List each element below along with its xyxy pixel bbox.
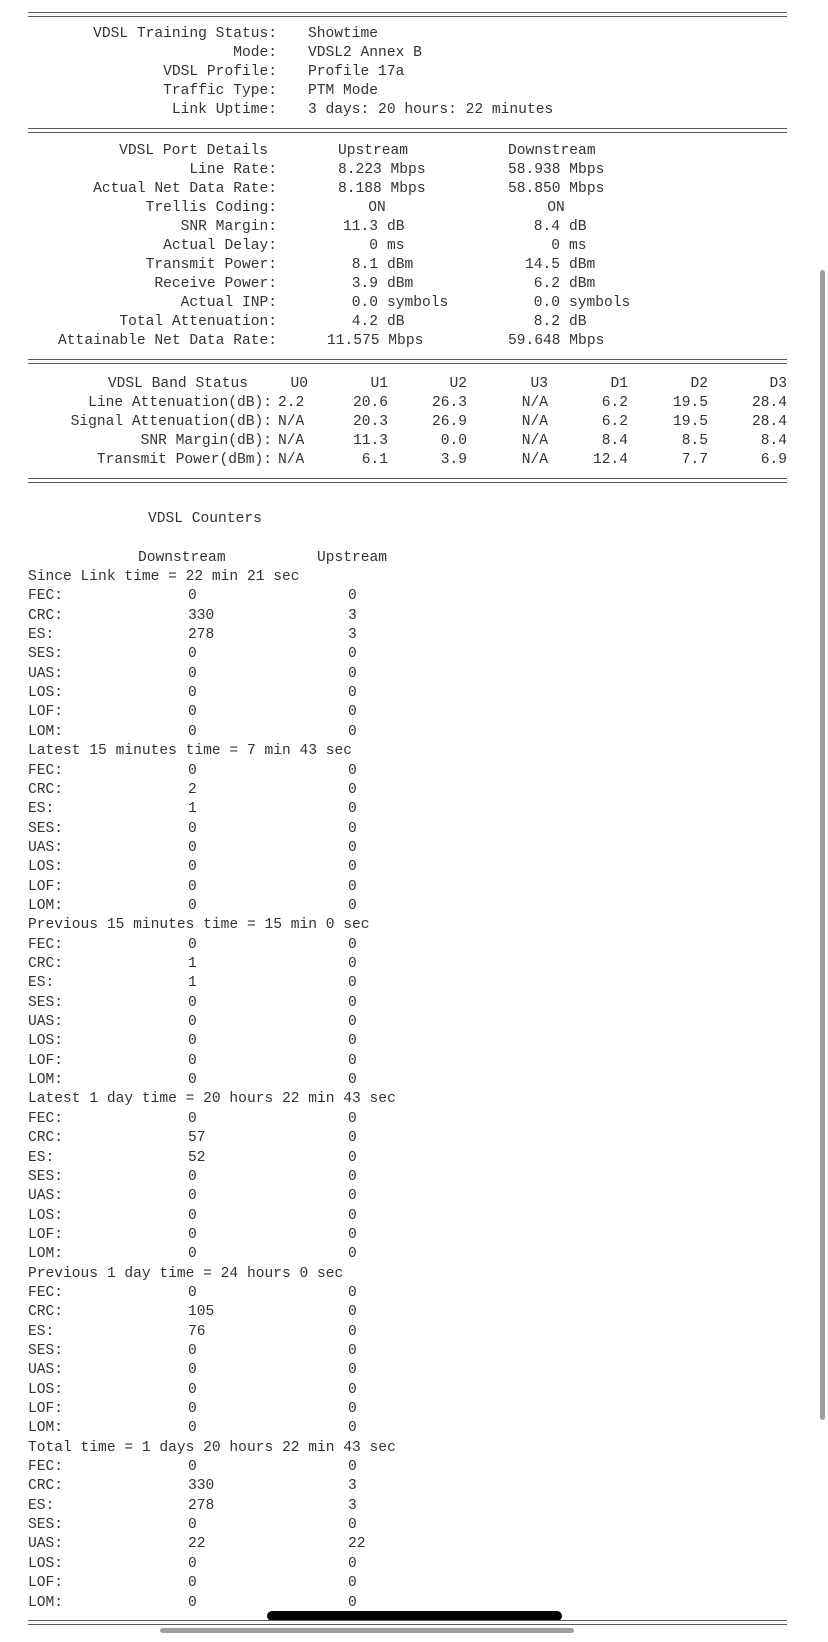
status-label: Traffic Type:: [163, 83, 277, 99]
counter-downstream-value: 1: [188, 975, 197, 991]
band-value: 8.4: [601, 433, 628, 449]
upstream-value: 8.188 Mbps: [338, 181, 426, 197]
upstream-value-unit: dBm: [387, 257, 414, 273]
band-value: N/A: [521, 414, 548, 430]
band-value: 19.5: [672, 414, 708, 430]
downstream-column-header: Downstream: [508, 143, 596, 159]
counter-label: LOS:: [28, 1382, 64, 1398]
counter-label: LOM:: [28, 1595, 64, 1611]
status-label: VDSL Profile:: [163, 64, 277, 80]
counter-upstream-value: 0: [348, 685, 357, 701]
upstream-value-unit: ms: [387, 238, 405, 254]
counter-upstream-value: 0: [348, 1150, 357, 1166]
band-value: N/A: [521, 433, 548, 449]
counter-downstream-value: 0: [188, 1575, 197, 1591]
counter-downstream-value: 0: [188, 1517, 197, 1533]
counter-upstream-value: 0: [348, 995, 357, 1011]
counter-downstream-value: 0: [188, 1343, 197, 1359]
counter-downstream-value: 0: [188, 685, 197, 701]
counter-label: SES:: [28, 1517, 64, 1533]
counter-label: ES:: [28, 801, 55, 817]
counter-upstream-value: 0: [348, 724, 357, 740]
counter-label: UAS:: [28, 1536, 64, 1552]
port-row-label: Receive Power:: [154, 276, 277, 292]
band-column-header: D1: [610, 376, 628, 392]
downstream-value-unit: dBm: [569, 276, 596, 292]
counter-downstream-value: 0: [188, 1053, 197, 1069]
counter-downstream-value: 330: [188, 608, 215, 624]
counters-downstream-header: Downstream: [138, 550, 226, 566]
counter-downstream-value: 105: [188, 1304, 215, 1320]
counter-label: UAS:: [28, 666, 64, 682]
separator-band-bottom: [28, 478, 787, 483]
band-row-label: SNR Margin(dB):: [140, 433, 272, 449]
counter-downstream-value: 0: [188, 1169, 197, 1185]
counter-upstream-value: 0: [348, 646, 357, 662]
port-row-label: Attainable Net Data Rate:: [58, 333, 277, 349]
counter-upstream-value: 3: [348, 608, 357, 624]
band-value: 3.9: [440, 452, 467, 468]
band-value: 11.3: [352, 433, 388, 449]
band-value: 0.0: [440, 433, 467, 449]
counter-downstream-value: 278: [188, 1498, 215, 1514]
band-row-label: Line Attenuation(dB):: [88, 395, 272, 411]
counter-downstream-value: 0: [188, 1208, 197, 1224]
band-value: N/A: [521, 395, 548, 411]
separator-top: [28, 12, 787, 17]
counter-label: LOS:: [28, 1208, 64, 1224]
counter-label: SES:: [28, 1169, 64, 1185]
downstream-value-unit: ms: [569, 238, 587, 254]
port-row-label: Line Rate:: [189, 162, 277, 178]
downstream-value-number: 0: [551, 238, 560, 254]
upstream-value-number: 4.2: [351, 314, 378, 330]
band-value: 28.4: [751, 414, 787, 430]
counter-downstream-value: 0: [188, 1188, 197, 1204]
band-column-header: U2: [449, 376, 467, 392]
counter-upstream-value: 0: [348, 937, 357, 953]
horizontal-scrollbar[interactable]: [160, 1628, 574, 1633]
downstream-value-number: 0.0: [533, 295, 560, 311]
separator-port: [28, 128, 787, 133]
counter-upstream-value: 0: [348, 898, 357, 914]
status-value: Showtime: [308, 26, 379, 42]
counter-downstream-value: 0: [188, 588, 197, 604]
status-value: PTM Mode: [308, 83, 379, 99]
status-value: Profile 17a: [308, 64, 405, 80]
counter-label: ES:: [28, 1498, 55, 1514]
port-details-heading: VDSL Port Details: [119, 143, 268, 159]
counter-downstream-value: 0: [188, 724, 197, 740]
counter-label: UAS:: [28, 840, 64, 856]
band-column-header: D3: [769, 376, 787, 392]
counter-upstream-value: 0: [348, 1033, 357, 1049]
band-value: N/A: [278, 452, 305, 468]
counter-downstream-value: 0: [188, 1595, 197, 1611]
downstream-value-unit: symbols: [569, 295, 631, 311]
downstream-value-number: 8.4: [533, 219, 560, 235]
counter-label: UAS:: [28, 1362, 64, 1378]
port-row-label: Total Attenuation:: [119, 314, 277, 330]
status-label: Mode:: [233, 45, 277, 61]
upstream-value-number: 3.9: [351, 276, 378, 292]
counter-upstream-value: 0: [348, 879, 357, 895]
counter-upstream-value: 0: [348, 840, 357, 856]
counter-label: UAS:: [28, 1188, 64, 1204]
downstream-value: ON: [547, 200, 565, 216]
port-row-label: Actual INP:: [180, 295, 277, 311]
counter-downstream-value: 0: [188, 1033, 197, 1049]
counter-label: CRC:: [28, 1130, 64, 1146]
counter-label: LOS:: [28, 685, 64, 701]
port-row-label: Actual Net Data Rate:: [93, 181, 277, 197]
counter-label: LOF:: [28, 1401, 64, 1417]
downstream-value-unit: dBm: [569, 257, 596, 273]
counters-upstream-header: Upstream: [317, 550, 388, 566]
band-value: 6.9: [760, 452, 787, 468]
counter-downstream-value: 0: [188, 1246, 197, 1262]
downstream-value: 59.648 Mbps: [508, 333, 605, 349]
band-value: 8.4: [760, 433, 787, 449]
downstream-value: 58.938 Mbps: [508, 162, 605, 178]
counter-downstream-value: 0: [188, 1014, 197, 1030]
counter-section-heading: Total time = 1 days 20 hours 22 min 43 sec: [28, 1440, 396, 1456]
counter-label: LOF:: [28, 1575, 64, 1591]
counter-label: CRC:: [28, 608, 64, 624]
counter-label: LOS:: [28, 1033, 64, 1049]
upstream-value: 11.575 Mbps: [327, 333, 424, 349]
band-row-label: Signal Attenuation(dB):: [70, 414, 272, 430]
counter-label: ES:: [28, 1324, 55, 1340]
separator-bottom: [28, 1620, 787, 1625]
counter-downstream-value: 0: [188, 1401, 197, 1417]
counter-label: ES:: [28, 975, 55, 991]
separator-band: [28, 359, 787, 364]
counter-upstream-value: 0: [348, 1130, 357, 1146]
counter-upstream-value: 0: [348, 1420, 357, 1436]
port-row-label: Actual Delay:: [163, 238, 277, 254]
counter-downstream-value: 0: [188, 1382, 197, 1398]
band-value: 20.6: [352, 395, 388, 411]
counter-downstream-value: 0: [188, 1362, 197, 1378]
counter-downstream-value: 22: [188, 1536, 206, 1552]
band-value: 12.4: [592, 452, 628, 468]
counter-label: LOM:: [28, 898, 64, 914]
counter-downstream-value: 0: [188, 840, 197, 856]
counter-upstream-value: 0: [348, 1401, 357, 1417]
counter-upstream-value: 3: [348, 1498, 357, 1514]
band-status-heading: VDSL Band Status: [107, 376, 248, 392]
band-value: 6.2: [601, 414, 628, 430]
status-value: 3 days: 20 hours: 22 minutes: [308, 102, 554, 118]
counter-downstream-value: 0: [188, 704, 197, 720]
counter-downstream-value: 0: [188, 1459, 197, 1475]
counter-upstream-value: 0: [348, 1304, 357, 1320]
counter-upstream-value: 0: [348, 763, 357, 779]
counter-downstream-value: 0: [188, 1556, 197, 1572]
band-column-header: U3: [530, 376, 548, 392]
counter-upstream-value: 0: [348, 704, 357, 720]
counter-upstream-value: 0: [348, 1169, 357, 1185]
counter-label: LOS:: [28, 1556, 64, 1572]
counter-upstream-value: 0: [348, 1227, 357, 1243]
upstream-value-unit: dB: [387, 314, 405, 330]
band-value: 7.7: [681, 452, 708, 468]
counter-label: LOM:: [28, 724, 64, 740]
band-value: 2.2: [278, 395, 305, 411]
counters-title: VDSL Counters: [148, 511, 262, 527]
counter-label: LOS:: [28, 859, 64, 875]
counter-downstream-value: 52: [188, 1150, 206, 1166]
counter-label: CRC:: [28, 1478, 64, 1494]
counter-label: CRC:: [28, 782, 64, 798]
counter-upstream-value: 0: [348, 1053, 357, 1069]
band-value: 20.3: [352, 414, 388, 430]
counter-downstream-value: 278: [188, 627, 215, 643]
upstream-value-number: 11.3: [342, 219, 378, 235]
counter-downstream-value: 0: [188, 821, 197, 837]
counter-label: FEC:: [28, 1285, 64, 1301]
counter-label: LOM:: [28, 1246, 64, 1262]
vertical-scrollbar[interactable]: [820, 270, 825, 1420]
upstream-column-header: Upstream: [338, 143, 409, 159]
counter-upstream-value: 0: [348, 1575, 357, 1591]
counter-downstream-value: 0: [188, 1420, 197, 1436]
counter-upstream-value: 0: [348, 1072, 357, 1088]
upstream-value: ON: [368, 200, 386, 216]
counter-downstream-value: 0: [188, 1285, 197, 1301]
counter-label: FEC:: [28, 588, 64, 604]
counter-upstream-value: 0: [348, 956, 357, 972]
counter-downstream-value: 0: [188, 995, 197, 1011]
band-value: N/A: [278, 414, 305, 430]
counter-downstream-value: 0: [188, 937, 197, 953]
counter-label: LOF:: [28, 1227, 64, 1243]
downstream-value-number: 6.2: [533, 276, 560, 292]
counter-downstream-value: 0: [188, 859, 197, 875]
counter-upstream-value: 0: [348, 1459, 357, 1475]
counter-upstream-value: 0: [348, 1556, 357, 1572]
band-value: 26.9: [431, 414, 467, 430]
band-value: 26.3: [431, 395, 467, 411]
counter-label: FEC:: [28, 1111, 64, 1127]
counter-downstream-value: 0: [188, 646, 197, 662]
counter-downstream-value: 2: [188, 782, 197, 798]
counter-upstream-value: 0: [348, 1208, 357, 1224]
counter-upstream-value: 0: [348, 859, 357, 875]
counter-section-heading: Latest 1 day time = 20 hours 22 min 43 sec: [28, 1091, 396, 1107]
counter-upstream-value: 0: [348, 1014, 357, 1030]
counter-downstream-value: 0: [188, 666, 197, 682]
counter-upstream-value: 0: [348, 1595, 357, 1611]
counter-section-heading: Latest 15 minutes time = 7 min 43 sec: [28, 743, 353, 759]
counter-label: LOF:: [28, 1053, 64, 1069]
counter-upstream-value: 3: [348, 1478, 357, 1494]
band-value: N/A: [521, 452, 548, 468]
counter-upstream-value: 3: [348, 627, 357, 643]
counter-upstream-value: 0: [348, 1111, 357, 1127]
counter-label: SES:: [28, 1343, 64, 1359]
counter-downstream-value: 0: [188, 763, 197, 779]
counter-label: FEC:: [28, 1459, 64, 1475]
counter-label: LOM:: [28, 1420, 64, 1436]
counter-label: ES:: [28, 627, 55, 643]
counter-upstream-value: 0: [348, 821, 357, 837]
counter-label: LOM:: [28, 1072, 64, 1088]
upstream-value-unit: dBm: [387, 276, 414, 292]
band-column-header: D2: [690, 376, 708, 392]
upstream-value-number: 0: [369, 238, 378, 254]
counter-label: FEC:: [28, 763, 64, 779]
counter-upstream-value: 0: [348, 1246, 357, 1262]
counter-label: ES:: [28, 1150, 55, 1166]
status-label: VDSL Training Status:: [93, 26, 277, 42]
band-value: 8.5: [681, 433, 708, 449]
band-value: 19.5: [672, 395, 708, 411]
counter-upstream-value: 0: [348, 1324, 357, 1340]
counter-downstream-value: 0: [188, 898, 197, 914]
downstream-value-unit: dB: [569, 219, 587, 235]
counter-label: SES:: [28, 821, 64, 837]
band-value: N/A: [278, 433, 305, 449]
counter-section-heading: Since Link time = 22 min 21 sec: [28, 569, 300, 585]
counter-label: LOF:: [28, 879, 64, 895]
counter-downstream-value: 57: [188, 1130, 206, 1146]
counter-downstream-value: 76: [188, 1324, 206, 1340]
port-row-label: SNR Margin:: [180, 219, 277, 235]
counter-downstream-value: 0: [188, 1111, 197, 1127]
status-label: Link Uptime:: [171, 102, 277, 118]
band-row-label: Transmit Power(dBm):: [96, 452, 272, 468]
counter-label: UAS:: [28, 1014, 64, 1030]
port-row-label: Transmit Power:: [145, 257, 277, 273]
upstream-value-unit: symbols: [387, 295, 449, 311]
counter-section-heading: Previous 1 day time = 24 hours 0 sec: [28, 1266, 344, 1282]
upstream-value: 8.223 Mbps: [338, 162, 426, 178]
counter-label: SES:: [28, 646, 64, 662]
counter-upstream-value: 0: [348, 801, 357, 817]
counter-upstream-value: 0: [348, 1517, 357, 1533]
counter-upstream-value: 0: [348, 782, 357, 798]
counter-upstream-value: 0: [348, 1343, 357, 1359]
counter-upstream-value: 22: [348, 1536, 366, 1552]
counter-downstream-value: 0: [188, 1072, 197, 1088]
counter-downstream-value: 1: [188, 801, 197, 817]
upstream-value-unit: dB: [387, 219, 405, 235]
downstream-value-number: 8.2: [533, 314, 560, 330]
band-value: 6.2: [601, 395, 628, 411]
band-value: 28.4: [751, 395, 787, 411]
downstream-value-unit: dB: [569, 314, 587, 330]
counter-upstream-value: 0: [348, 588, 357, 604]
counter-downstream-value: 0: [188, 879, 197, 895]
counter-downstream-value: 0: [188, 1227, 197, 1243]
counter-label: CRC:: [28, 956, 64, 972]
counter-upstream-value: 0: [348, 1188, 357, 1204]
status-value: VDSL2 Annex B: [308, 45, 422, 61]
port-row-label: Trellis Coding:: [145, 200, 277, 216]
upstream-value-number: 8.1: [351, 257, 378, 273]
counter-label: FEC:: [28, 937, 64, 953]
counter-label: SES:: [28, 995, 64, 1011]
counter-upstream-value: 0: [348, 1285, 357, 1301]
counter-section-heading: Previous 15 minutes time = 15 min 0 sec: [28, 917, 370, 933]
downstream-value: 58.850 Mbps: [508, 181, 605, 197]
counter-downstream-value: 1: [188, 956, 197, 972]
band-column-header: U0: [290, 376, 308, 392]
downstream-value-number: 14.5: [524, 257, 560, 273]
counter-downstream-value: 330: [188, 1478, 215, 1494]
band-value: 6.1: [361, 452, 388, 468]
counter-label: CRC:: [28, 1304, 64, 1320]
counter-upstream-value: 0: [348, 666, 357, 682]
counter-upstream-value: 0: [348, 1362, 357, 1378]
counter-label: LOF:: [28, 704, 64, 720]
counter-upstream-value: 0: [348, 1382, 357, 1398]
band-column-header: U1: [370, 376, 388, 392]
upstream-value-number: 0.0: [351, 295, 378, 311]
counter-upstream-value: 0: [348, 975, 357, 991]
